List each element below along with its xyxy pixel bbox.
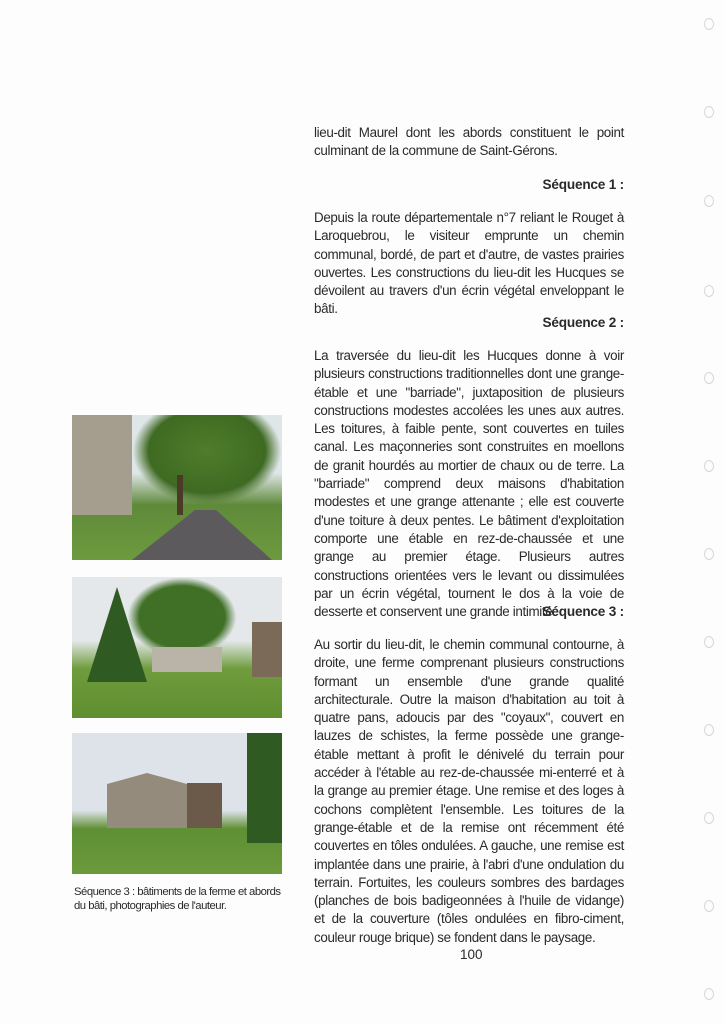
binder-hole xyxy=(704,988,714,1000)
section-2-text xyxy=(314,347,624,621)
binder-hole xyxy=(704,106,714,118)
paragraph: La traversée du lieu-dit les Hucques donne à voir plusieurs constructions traditionnelles dont une grange-étable et une "barriade", juxtaposition de plusieurs constructions modestes accolées les unes aux autres. Les toitures, à faible pente, sont couvertes en tuiles canal. Les maçonneries sont construites en moellons de granit hourdés au mortier de chaux ou de terre. La "barriade" comprend deux maisons d'habitation modestes et une grange attenante ; elle est couverte d'une toiture à deux pentes. Le bâtiment d'exploitation comporte une étable en rez-de-chaussée et une grange au premier étage. Plusieurs autres constructions orientées vers le levant ou dissimulées par un écrin végétal, tournent le dos à la voie de desserte et conservent une grande intimité. xyxy=(314,348,624,620)
section-1-text xyxy=(314,209,624,319)
binder-hole xyxy=(704,548,714,560)
binder-hole xyxy=(704,285,714,297)
binder-hole xyxy=(704,724,714,736)
page-number: 100 xyxy=(460,947,483,962)
photo-caption: Séquence 3 : bâtiments de la ferme et abords du bâti, photographies de l'auteur. xyxy=(74,886,281,912)
binder-hole xyxy=(704,460,714,472)
binder-hole xyxy=(704,900,714,912)
section-heading-1: Séquence 1 : xyxy=(542,177,624,192)
section-3-text xyxy=(314,636,624,947)
binder-hole xyxy=(704,195,714,207)
section-heading-2: Séquence 2 : xyxy=(542,315,624,330)
photo-barn-in-meadow xyxy=(72,733,282,874)
binder-hole xyxy=(704,18,714,30)
paragraph: Depuis la route départementale n°7 reliant le Rouget à Laroquebrou, le visiteur emprunte un chemin communal, bordé, de part et d'autre, de vastes prairies ouvertes. Les constructions du lieu-dit les Hucques se dévoilent au travers d'un écrin végétal enveloppant le bâti. xyxy=(314,210,624,317)
binder-hole xyxy=(704,636,714,648)
paragraph: Au sortir du lieu-dit, le chemin communal contourne, à droite, une ferme comprenant plusieurs constructions formant un ensemble d'une grande qualité architecturale. Outre la maison d'habitation au toit à quatre pans, adoucis par des "coyaux", couvert en lauzes de schistes, la ferme possède une grange-étable mettant à profit le dénivelé du terrain pour accéder à l'étable au rez-de-chaussée mi-enterré et à la grange au premier étage. Une remise et des loges à cochons complètent l'ensemble. Les toitures de la grange-étable et de la remise ont récemment été couvertes en tôles ondulées. A gauche, une remise est implantée dans une prairie, à l'abri d'une ondulation du terrain. Fortuites, les couleurs sombres des bardages (planches de bois badigeonnées à l'huile de vidange) et de la couverture (tôles ondulées en fibro-ciment, couleur rouge brique) se fondent dans le paysage. xyxy=(314,637,624,945)
photo-stone-building-and-road xyxy=(72,415,282,560)
binder-hole xyxy=(704,812,714,824)
photo-large-tree-and-houses xyxy=(72,577,282,718)
binder-hole xyxy=(704,372,714,384)
intro-text: lieu-dit Maurel dont les abords constituent le point culminant de la commune de Saint-Gérons. xyxy=(314,125,624,159)
section-heading-3: Séquence 3 : xyxy=(542,604,624,619)
intro-paragraph xyxy=(314,124,624,161)
